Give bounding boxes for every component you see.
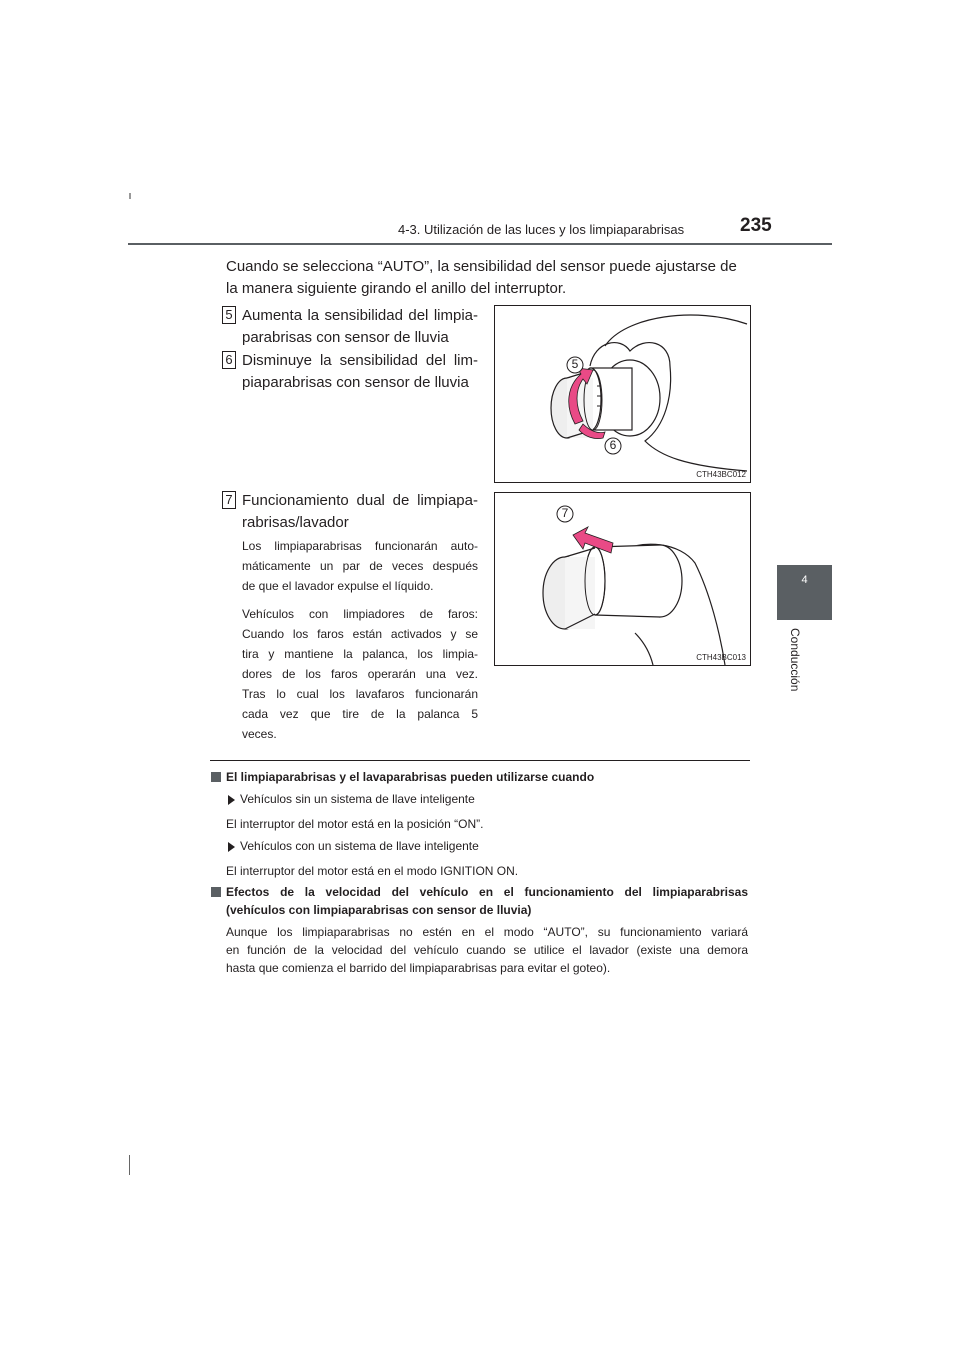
figure-sensitivity-ring — [494, 305, 751, 483]
wiper-pull-illustration — [495, 493, 750, 665]
intro-line-1: Cuando se selecciona “AUTO”, la sensibilidad del sensor puede ajustarse de — [226, 258, 737, 275]
detail-line: de que el lavador expulse el líquido. — [242, 579, 434, 593]
note-2-text-line-1: Aunque los limpiaparabrisas no estén en el modo “AUTO”, su funcionamiento variará — [226, 925, 748, 939]
detail-line: Cuando los faros están activados y se — [242, 627, 478, 641]
item-6-line-1: Disminuye la sensibilidad del lim- — [242, 352, 478, 369]
detail-line: cada vez que tire de la palanca 5 — [242, 707, 478, 721]
callout-7: 7 — [561, 506, 569, 520]
item-number-7: 7 — [222, 491, 236, 509]
note-2-heading-line-1: Efectos de la velocidad del vehículo en el funcionamiento del limpiaparabrisas — [226, 885, 748, 899]
item-6-line-2: piaparabrisas con sensor de lluvia — [242, 374, 469, 391]
detail-line: Los limpiaparabrisas funcionarán auto- — [242, 539, 478, 553]
chapter-label: Conducción — [788, 628, 802, 692]
header-rule — [128, 243, 832, 245]
wiper-lever-illustration — [495, 306, 750, 482]
detail-line: máticamente un par de veces después — [242, 559, 478, 573]
note-1-sub-1-text: El interruptor del motor está en la posición “ON”. — [226, 817, 484, 831]
scan-mark — [129, 193, 131, 199]
figure-code: CTH43BC012 — [696, 470, 746, 479]
page-number: 235 — [740, 215, 772, 236]
triangle-bullet-icon — [228, 842, 235, 852]
detail-line: Tras lo cual los lavafaros funcionarán — [242, 687, 478, 701]
chapter-number: 4 — [801, 574, 808, 586]
note-1-sub-2-label: Vehículos con un sistema de llave inteligente — [240, 839, 479, 853]
note-bullet-icon — [211, 887, 221, 897]
note-2-heading-line-2: (vehículos con limpiaparabrisas con sensor de lluvia) — [226, 903, 532, 917]
item-number-6: 6 — [222, 351, 236, 369]
item-7-line-1: Funcionamiento dual de limpiapa- — [242, 492, 478, 509]
callout-6: 6 — [609, 438, 617, 452]
item-5-line-1: Aumenta la sensibilidad del limpia- — [242, 307, 478, 324]
note-bullet-icon — [211, 772, 221, 782]
triangle-bullet-icon — [228, 795, 235, 805]
note-1-sub-1-label: Vehículos sin un sistema de llave inteligente — [240, 792, 475, 806]
note-1-sub-2-text: El interruptor del motor está en el modo IGNITION ON. — [226, 864, 519, 878]
figure-code: CTH43BC013 — [696, 653, 746, 662]
detail-line: tira y mantiene la palanca, los limpia- — [242, 647, 478, 661]
detail-line: veces. — [242, 727, 277, 741]
scan-mark — [129, 1155, 130, 1175]
note-1-heading: El limpiaparabrisas y el lavaparabrisas pueden utilizarse cuando — [226, 770, 595, 784]
callout-5: 5 — [571, 357, 579, 371]
intro-line-2: la manera siguiente girando el anillo del interruptor. — [226, 280, 567, 297]
item-7-detail — [242, 536, 478, 744]
figure-washer-pull — [494, 492, 751, 666]
note-2-text-line-3: hasta que comienza el barrido del limpiaparabrisas para evitar el goteo). — [226, 961, 611, 975]
section-divider — [210, 760, 750, 761]
item-5-line-2: parabrisas con sensor de lluvia — [242, 329, 449, 346]
item-number-5: 5 — [222, 306, 236, 324]
header-section-title: 4-3. Utilización de las luces y los limpiaparabrisas — [398, 222, 685, 237]
item-7-line-2: rabrisas/lavador — [242, 514, 349, 531]
note-2-text-line-2: en función de la velocidad del vehículo cuando se utilice el lavador (existe una demora — [226, 943, 748, 957]
detail-line: Vehículos con limpiadores de faros: — [242, 607, 478, 621]
detail-line: dores de los faros operarán una vez. — [242, 667, 478, 681]
